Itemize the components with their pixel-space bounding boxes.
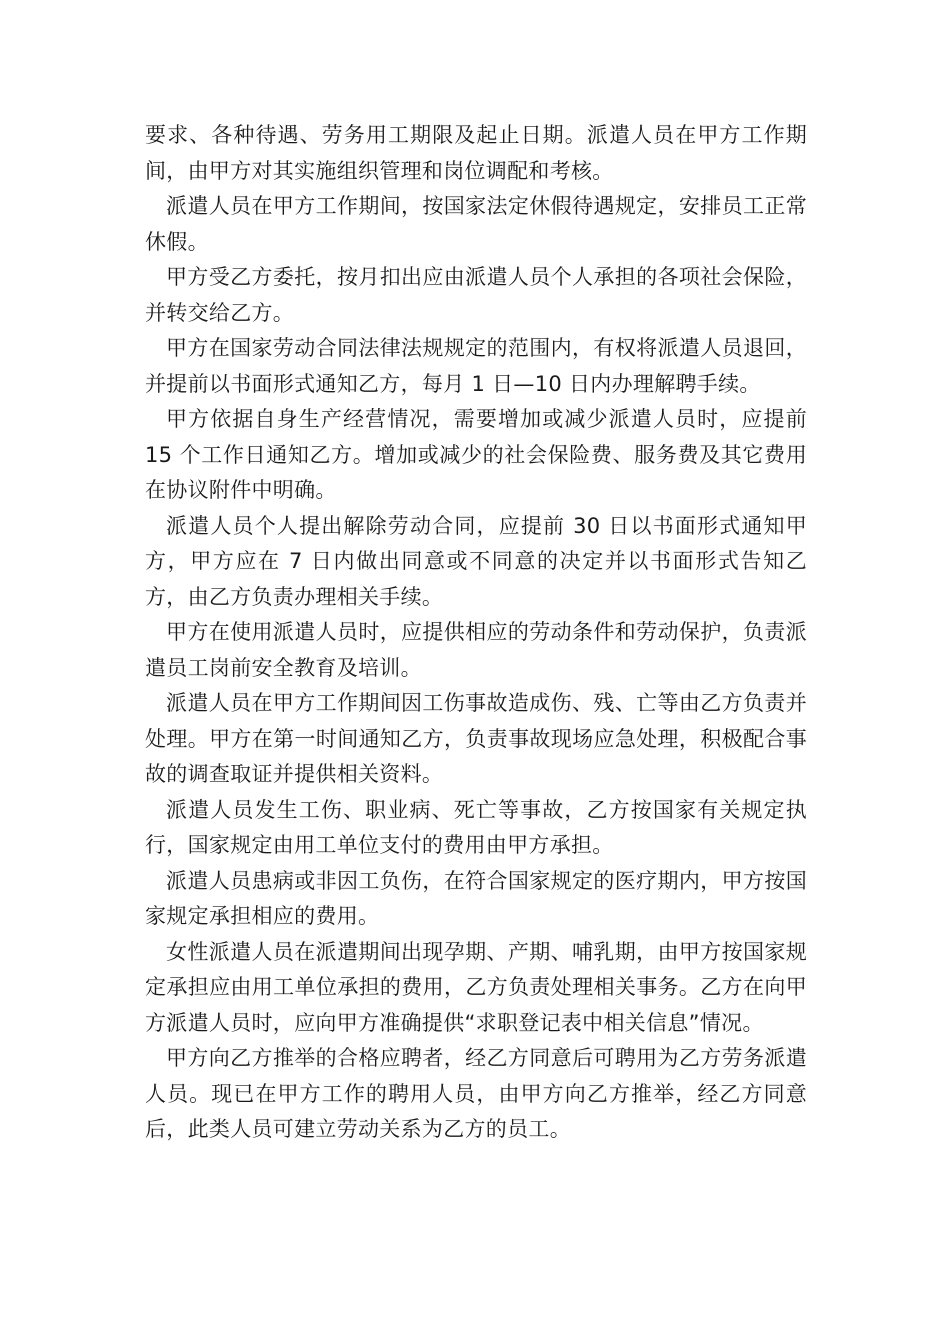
paragraph-recommendation: 甲方向乙方推举的合格应聘者，经乙方同意后可聘用为乙方劳务派遣人员。现已在甲方工作的聘用人员，由甲方向乙方推举，经乙方同意后，此类人员可建立劳动关系为乙方的员工。 [145, 1046, 807, 1141]
paragraph-resignation: 派遣人员个人提出解除劳动合同，应提前 30 日以书面形式通知甲方，甲方应在 7 日内做出同意或不同意的决定并以书面形式告知乙方，由乙方负责办理相关手续。 [145, 513, 807, 609]
paragraph-continuation: 要求、各种待遇、劳务用工期限及起止日期。派遣人员在甲方工作期间，由甲方对其实施组织管理和岗位调配和考核。 [145, 123, 807, 183]
paragraph-work-injury: 派遣人员在甲方工作期间因工伤事故造成伤、残、亡等由乙方负责并处理。甲方在第一时间通知乙方，负责事故现场应急处理，积极配合事故的调查取证并提供相关资料。 [145, 691, 807, 786]
document-body [145, 118, 807, 1148]
paragraph-illness: 派遣人员患病或非因工负伤，在符合国家规定的医疗期内，甲方按国家规定承担相应的费用。 [145, 868, 807, 928]
paragraph-occupational-disease: 派遣人员发生工伤、职业病、死亡等事故，乙方按国家有关规定执行，国家规定由用工单位支付的费用由甲方承担。 [145, 797, 807, 857]
paragraph-social-insurance: 甲方受乙方委托，按月扣出应由派遣人员个人承担的各项社会保险，并转交给乙方。 [145, 265, 807, 325]
paragraph-adjust-headcount: 甲方依据自身生产经营情况，需要增加或减少派遣人员时，应提前 15 个工作日通知乙方。增加或减少的社会保险费、服务费及其它费用在协议附件中明确。 [145, 407, 807, 502]
paragraph-labor-protection: 甲方在使用派遣人员时，应提供相应的劳动条件和劳动保护，负责派遣员工岗前安全教育及培训。 [145, 620, 807, 680]
paragraph-return-personnel: 甲方在国家劳动合同法律法规规定的范围内，有权将派遣人员退回，并提前以书面形式通知乙方，每月 1 日—10 日内办理解聘手续。 [145, 336, 807, 396]
paragraph-female-staff: 女性派遣人员在派遣期间出现孕期、产期、哺乳期，由甲方按国家规定承担应由用工单位承担的费用，乙方负责处理相关事务。乙方在向甲方派遣人员时，应向甲方准确提供“求职登记表中相关信息”情况。 [145, 939, 807, 1035]
paragraph-leave: 派遣人员在甲方工作期间，按国家法定休假待遇规定，安排员工正常休假。 [145, 194, 807, 254]
